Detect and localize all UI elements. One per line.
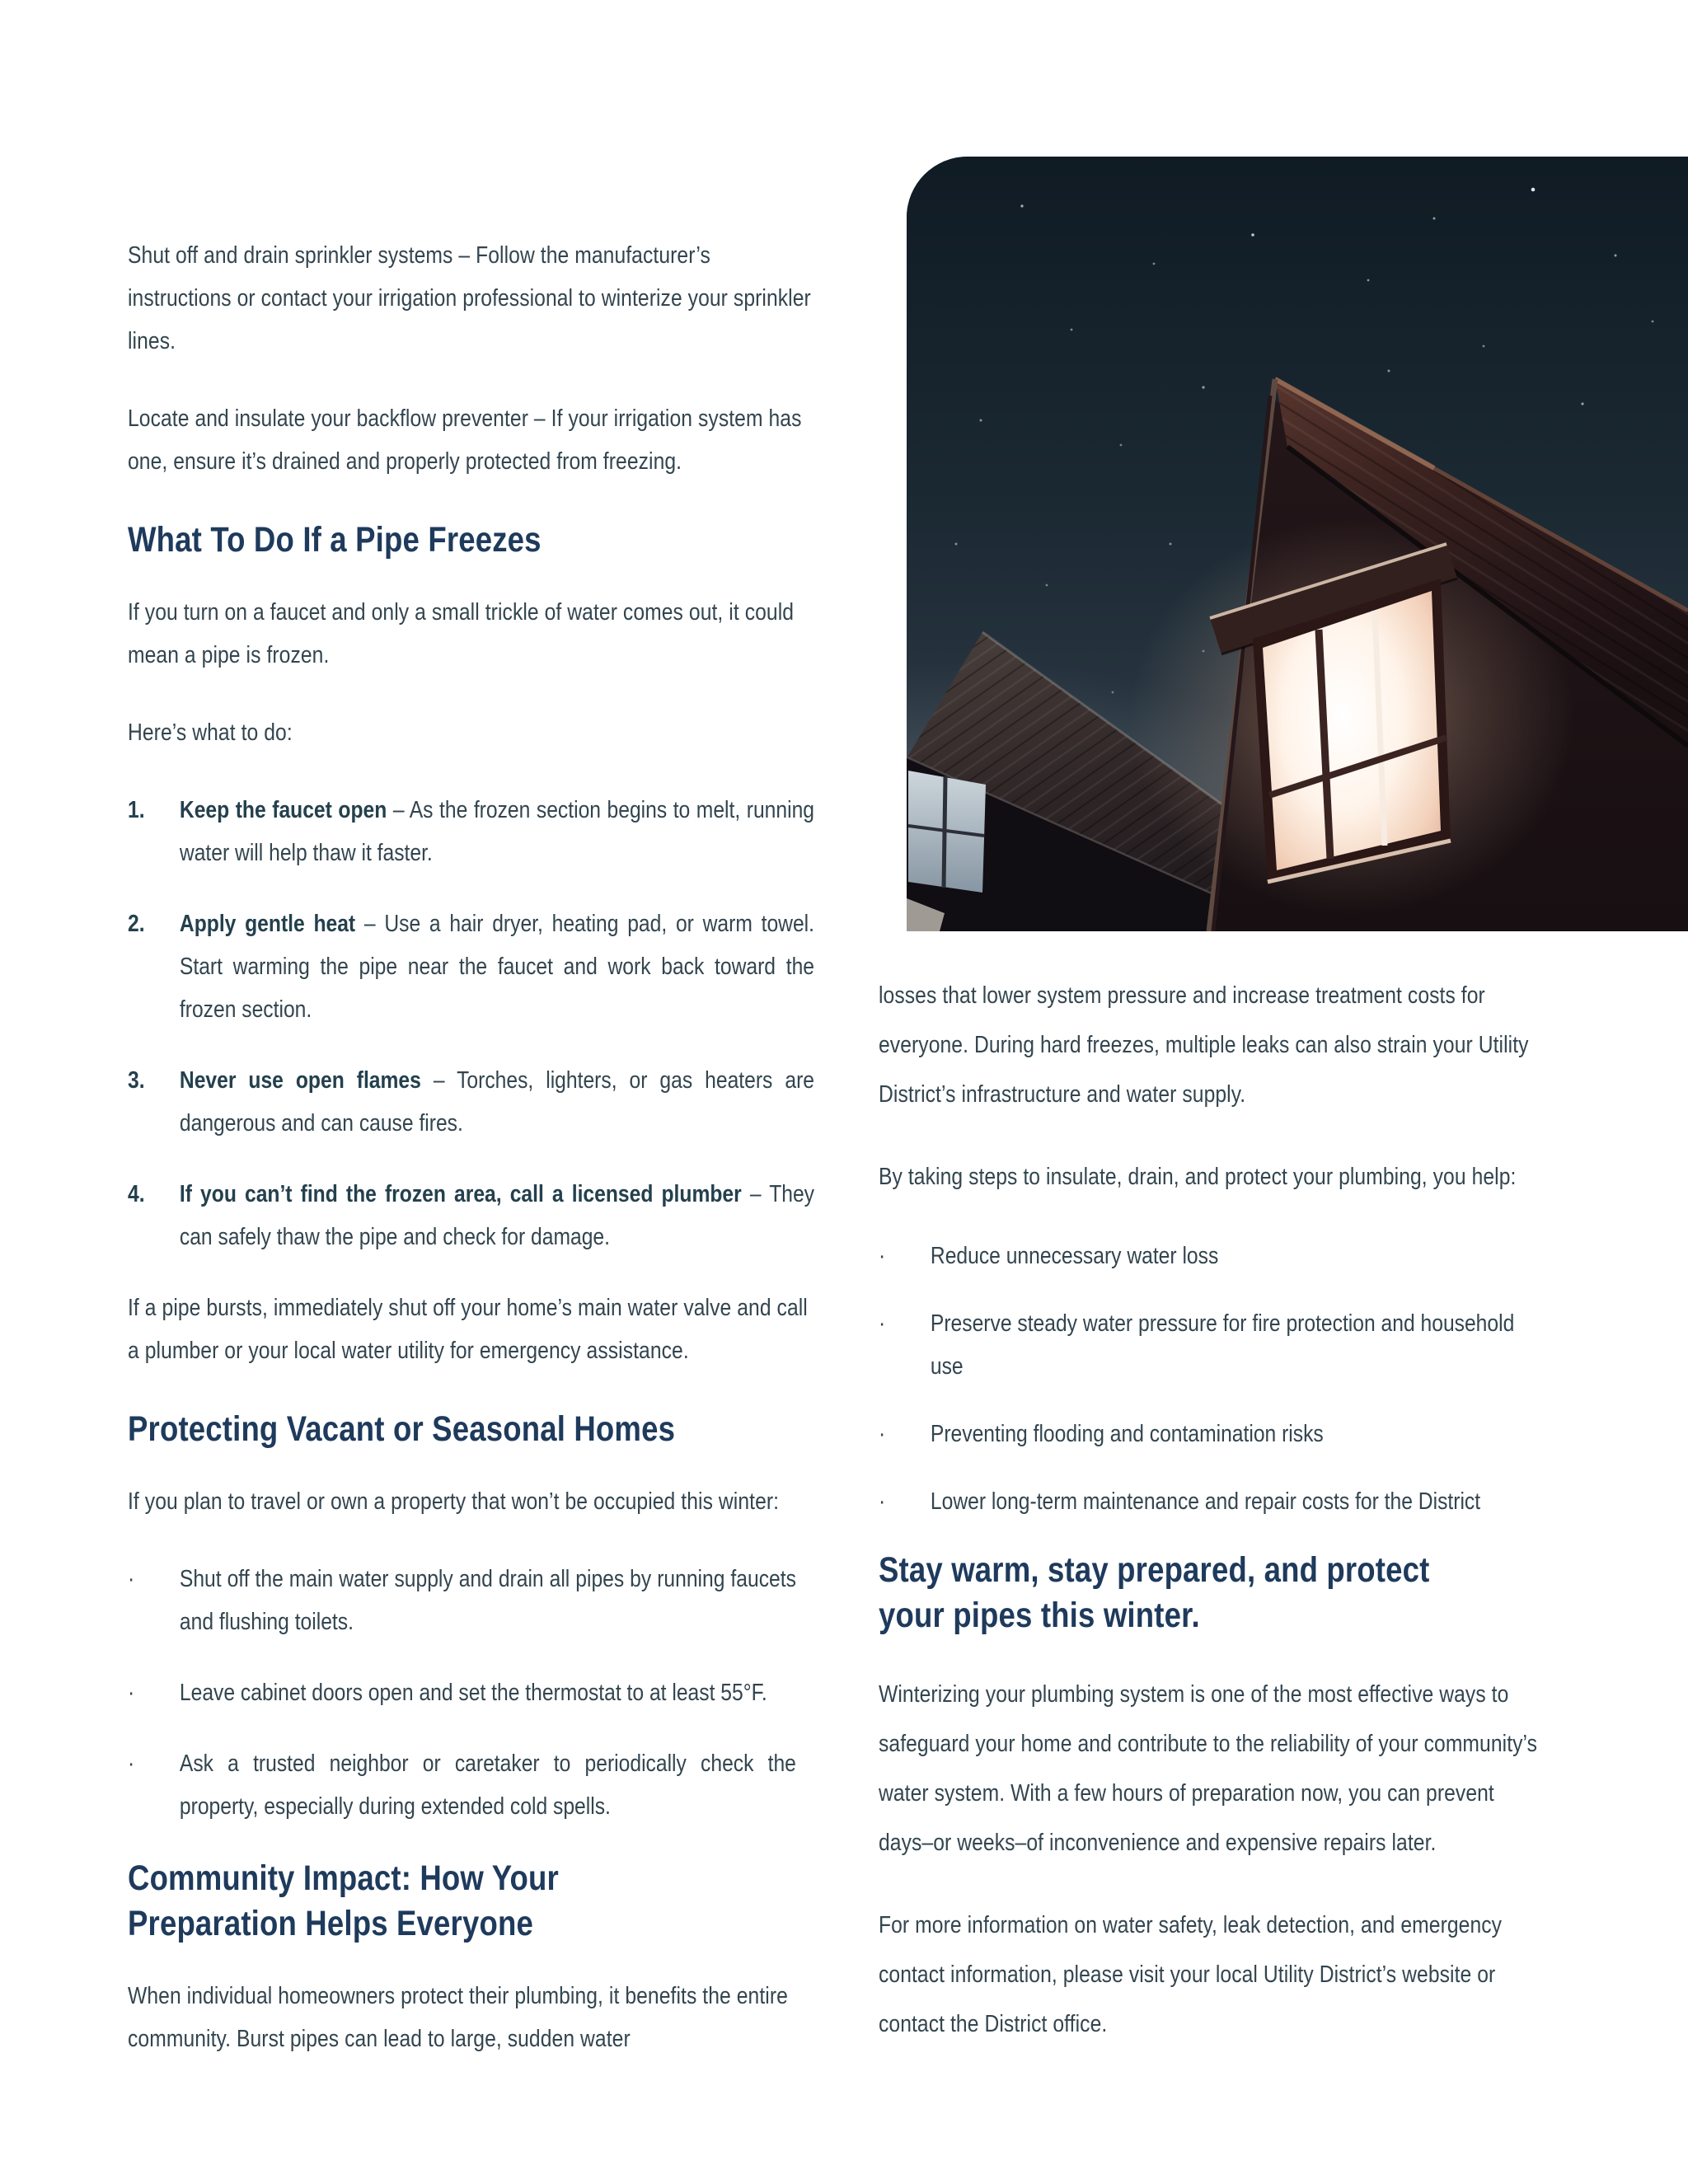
- heading-stay-warm: [879, 1548, 1540, 1638]
- list-item: [879, 1413, 1540, 1455]
- paragraph-taking-steps: By taking steps to insulate, drain, and protect your plumbing, you help:: [879, 1164, 1517, 1190]
- paragraph-community: When individual homeowners protect their plumbing, it benefits the entire community. Burst pipes can lead to large, sudden water: [128, 1983, 788, 2052]
- right-column: [879, 971, 1540, 2082]
- house-night-photo: [907, 157, 1688, 931]
- list-item-text: Preventing flooding and contamination risks: [930, 1421, 1324, 1447]
- house-night-illustration: [907, 157, 1688, 931]
- step-number: 4.: [128, 1181, 145, 1207]
- paragraph-winterizing: Winterizing your plumbing system is one of the most effective ways to safeguard your home and contribute to the reliability of your community’s water system. With a few hours of preparation now, you can prevent days–or weeks–of inconvenience and expensive repairs later.: [879, 1681, 1538, 1856]
- list-item: [128, 1671, 814, 1714]
- step-rest: – They can safely thaw the pipe and check for damage.: [179, 1181, 814, 1250]
- step-lead: Apply gentle heat: [179, 911, 356, 937]
- step-lead: Never use open flames: [179, 1067, 421, 1094]
- bullet-dot: ·: [879, 1243, 886, 1269]
- paragraph-more-info: For more information on water safety, leak detection, and emergency contact information, please visit your local Utility District’s website or contact the District office.: [879, 1912, 1503, 2037]
- paragraph-heres-what: Here’s what to do:: [128, 719, 293, 746]
- heading-vacant-homes: Protecting Vacant or Seasonal Homes: [128, 1409, 676, 1449]
- list-item-text: Lower long-term maintenance and repair costs for the District: [930, 1488, 1481, 1515]
- list-item-text: Reduce unnecessary water loss: [930, 1243, 1219, 1269]
- list-item-text: Leave cabinet doors open and set the thermostat to at least 55°F.: [179, 1680, 767, 1706]
- numbered-step: [128, 1173, 814, 1258]
- bullet-dot: ·: [879, 1310, 886, 1337]
- numbered-step: [128, 902, 814, 1031]
- paragraph-sprinkler: Shut off and drain sprinkler systems – Follow the manufacturer’s instructions or contact your irrigation professional to winterize your sprinkler lines.: [128, 242, 811, 354]
- bullet-dot: ·: [879, 1421, 886, 1447]
- heading-line: Preparation Helps Everyone: [128, 1904, 533, 1943]
- step-lead: Keep the faucet open: [179, 797, 387, 823]
- heading-line: your pipes this winter.: [879, 1596, 1200, 1635]
- bullet-dot: ·: [128, 1680, 135, 1706]
- numbered-step: [128, 1059, 814, 1145]
- bullet-dot: ·: [879, 1488, 886, 1515]
- step-rest: – As the frozen section begins to melt, running water will help thaw it faster.: [179, 797, 814, 866]
- paragraph-losses: losses that lower system pressure and increase treatment costs for everyone. During hard freezes, multiple leaks can also strain your Utility District’s infrastructure and water supply.: [879, 982, 1529, 1108]
- step-text: [180, 789, 814, 874]
- step-rest: – Use a hair dryer, heating pad, or warm towel. Start warming the pipe near the faucet and work back toward the frozen section.: [179, 911, 814, 1023]
- step-lead: If you can’t find the frozen area, call a licensed plumber: [179, 1181, 742, 1207]
- numbered-step: [128, 789, 814, 874]
- heading-line: Community Impact: How Your: [128, 1858, 559, 1898]
- list-item: [879, 1235, 1540, 1277]
- step-rest: – Torches, lighters, or gas heaters are dangerous and can cause fires.: [179, 1067, 814, 1137]
- bullet-dot: ·: [128, 1566, 135, 1592]
- heading-line: Stay warm, stay prepared, and protect: [879, 1550, 1430, 1590]
- list-item: [128, 1742, 814, 1828]
- bullet-dot: ·: [128, 1750, 135, 1777]
- paragraph-travel: If you plan to travel or own a property that won’t be occupied this winter:: [128, 1488, 780, 1515]
- step-text: [180, 902, 814, 1031]
- paragraph-burst: If a pipe bursts, immediately shut off your home’s main water valve and call a plumber or your local water utility for emergency assistance.: [128, 1295, 808, 1364]
- step-number: 2.: [128, 911, 145, 937]
- list-item-text: Shut off the main water supply and drain all pipes by running faucets and flushing toilets.: [179, 1566, 796, 1635]
- paragraph-trickle: If you turn on a faucet and only a small trickle of water comes out, it could mean a pipe is frozen.: [128, 599, 795, 668]
- step-number: 3.: [128, 1067, 145, 1094]
- list-item: [128, 1558, 814, 1643]
- heading-community-impact: [128, 1856, 814, 1947]
- paragraph-backflow: Locate and insulate your backflow preventer – If your irrigation system has one, ensure it’s drained and properly protected from freezing.: [128, 405, 802, 475]
- step-text: [180, 1173, 814, 1258]
- list-item: [879, 1480, 1540, 1523]
- step-number: 1.: [128, 797, 145, 823]
- left-column: [128, 234, 814, 2095]
- step-text: [180, 1059, 814, 1145]
- heading-pipe-freezes: What To Do If a Pipe Freezes: [128, 520, 542, 560]
- list-item-text: Ask a trusted neighbor or caretaker to periodically check the property, especially during extended cold spells.: [179, 1750, 796, 1820]
- list-item-text: Preserve steady water pressure for fire protection and household use: [930, 1310, 1515, 1380]
- list-item: [879, 1302, 1540, 1388]
